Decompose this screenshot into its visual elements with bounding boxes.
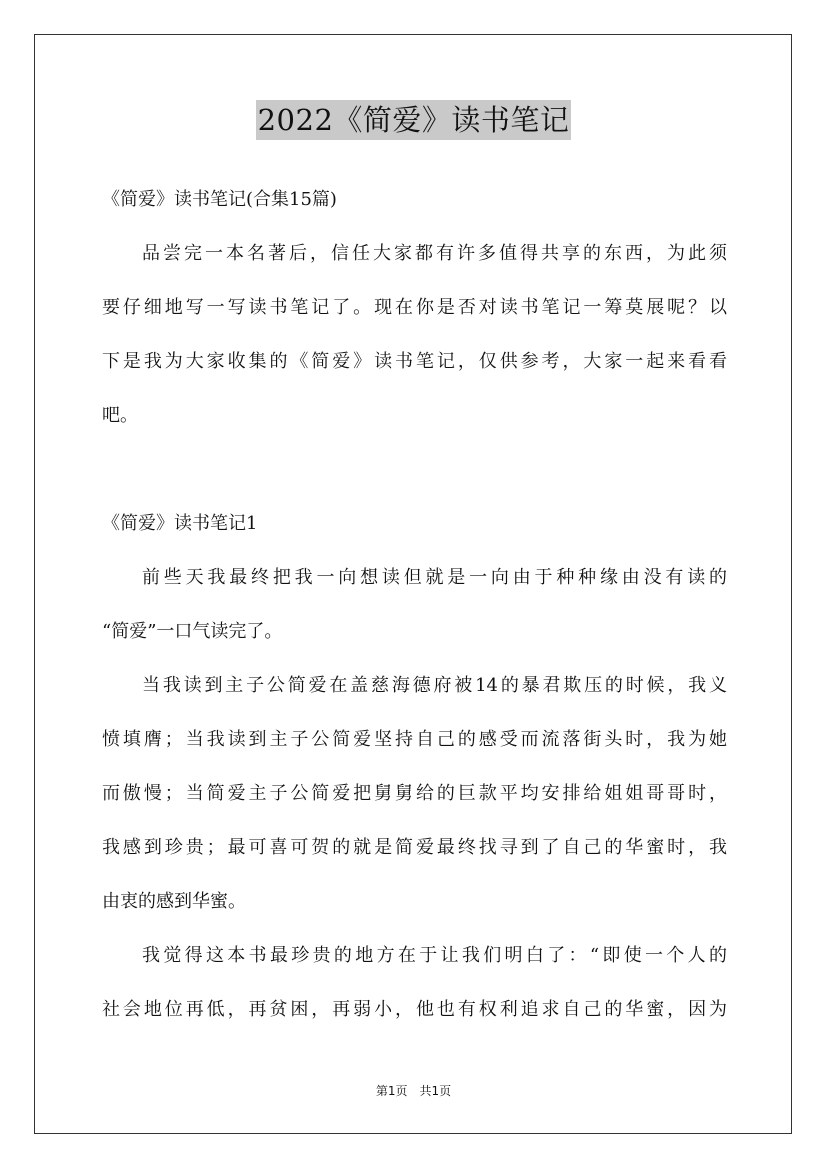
intro-line: 品尝完一本名著后，信任大家都有许多值得共享的东西，为此须 xyxy=(142,243,727,264)
intro-line: 下是我为大家收集的《简爱》读书笔记，仅供参考，大家一起来看看 xyxy=(102,351,727,372)
document-subtitle: 《简爱》读书笔记(合集15篇) xyxy=(102,189,337,210)
paragraph-line: 前些天我最终把我一向想读但就是一向由于种种缘由没有读的 xyxy=(142,567,727,588)
intro-line: 要仔细地写一写读书笔记了。现在你是否对读书笔记一筹莫展呢？以 xyxy=(102,297,727,318)
paragraph-line: 社会地位再低，再贫困，再弱小，他也有权利追求自己的华蜜，因为 xyxy=(102,999,727,1020)
paragraph-line: 我觉得这本书最珍贵的地方在于让我们明白了：“即使一个人的 xyxy=(142,945,727,966)
paragraph-line: 由衷的感到华蜜。 xyxy=(102,891,246,912)
document-body xyxy=(102,173,727,1037)
section-heading: 《简爱》读书笔记1 xyxy=(102,513,258,534)
paragraph-line: “简爱”一口气读完了。 xyxy=(102,621,283,642)
title-container xyxy=(0,100,827,140)
paragraph-line: 我感到珍贵；最可喜可贺的就是简爱最终找寻到了自己的华蜜时，我 xyxy=(102,837,727,858)
document-title: 2022《简爱》读书笔记 xyxy=(256,100,572,140)
paragraph-line: 当我读到主子公简爱在盖慈海德府被14的暴君欺压的时候，我义 xyxy=(142,675,727,696)
paragraph-spacer xyxy=(102,443,727,497)
page-footer: 第1页 共1页 xyxy=(375,1084,452,1098)
intro-line: 吧。 xyxy=(102,405,138,426)
paragraph-line: 而傲慢；当简爱主子公简爱把舅舅给的巨款平均安排给姐姐哥哥时， xyxy=(102,783,727,804)
paragraph-line: 愤填膺；当我读到主子公简爱坚持自己的感受而流落街头时，我为她 xyxy=(102,729,727,750)
